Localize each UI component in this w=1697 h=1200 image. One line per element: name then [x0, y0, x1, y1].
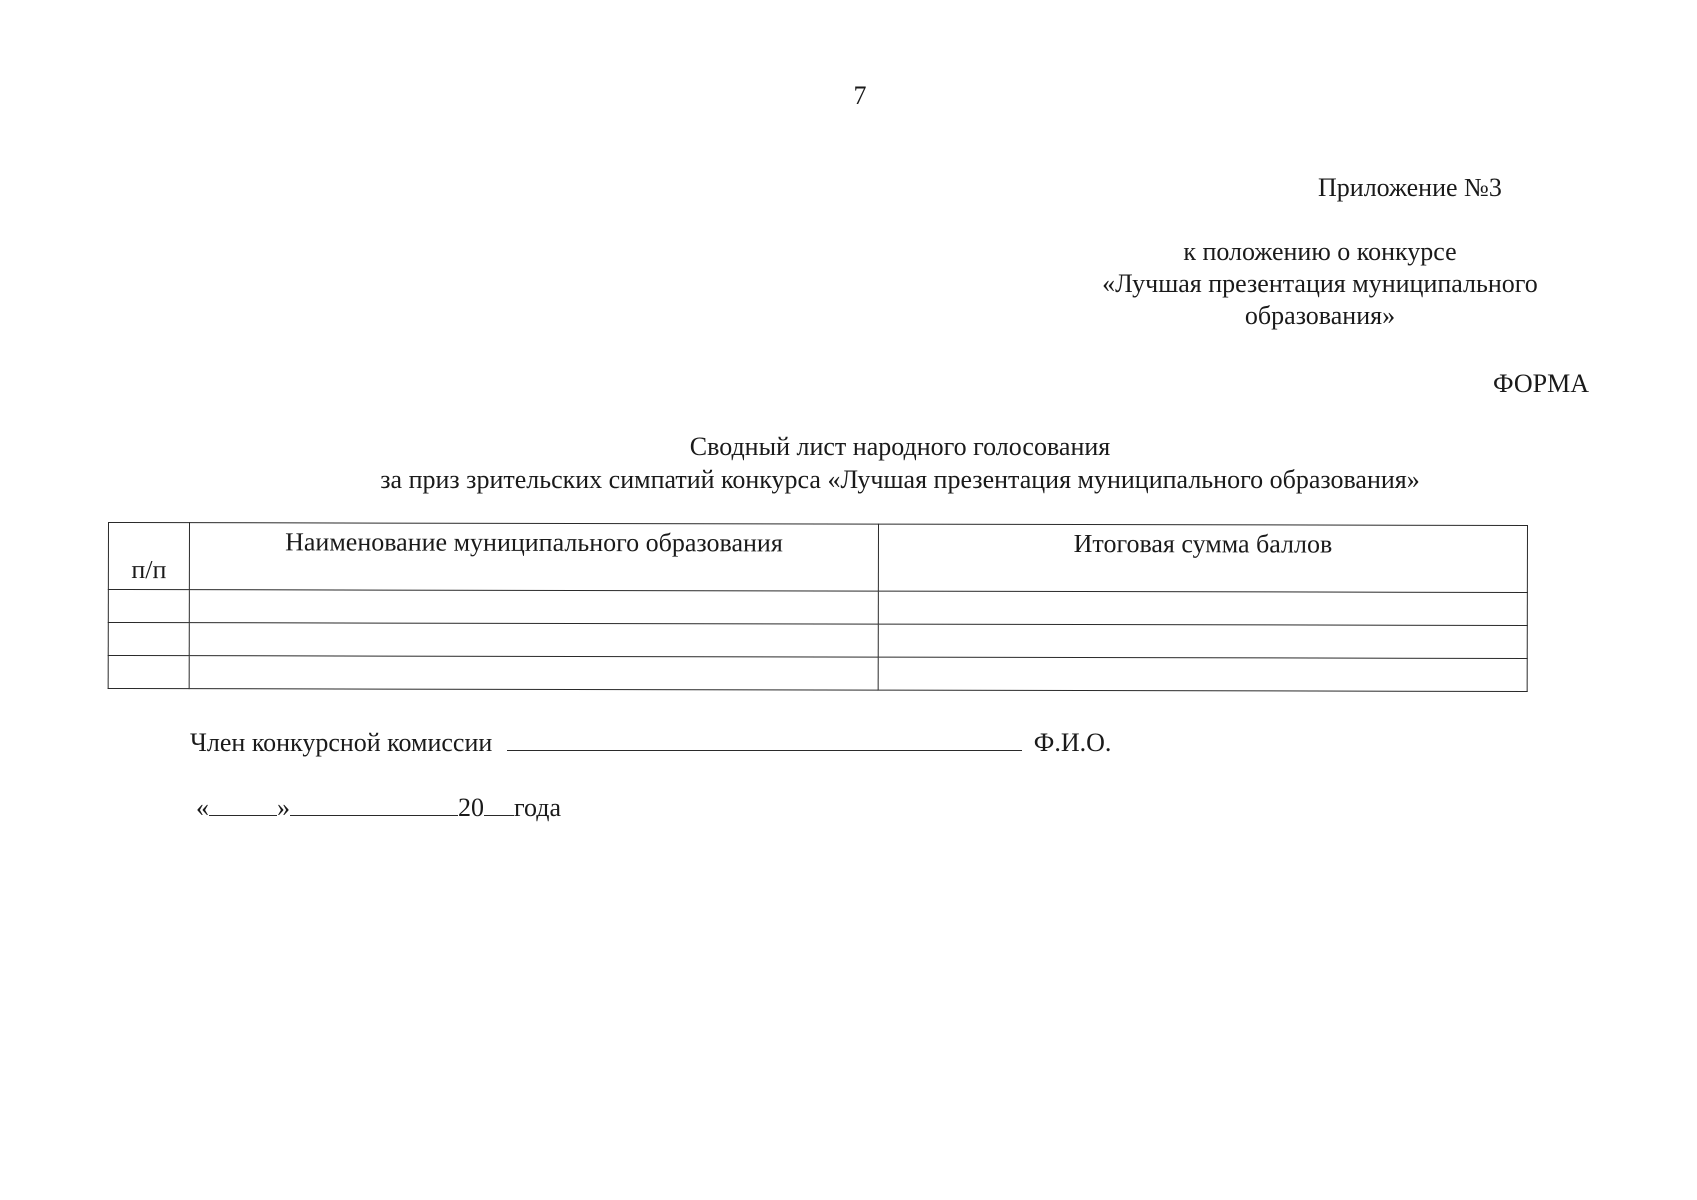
- document-title-line-1: Сводный лист народного голосования: [689, 432, 1111, 461]
- table-row: [108, 656, 1527, 692]
- signature-suffix: Ф.И.О.: [1033, 728, 1112, 757]
- date-suffix: года: [514, 793, 562, 822]
- commission-member-signature: [190, 727, 1111, 759]
- header-number: [108, 523, 189, 590]
- signature-label: Член конкурсной комиссии: [190, 728, 493, 757]
- appendix-ref-line-3: образования»: [1244, 301, 1396, 330]
- table-cell-score: [878, 624, 1527, 658]
- date-year-blank: [484, 793, 514, 816]
- date-day-blank: [209, 793, 277, 816]
- appendix-reference: [1060, 236, 1580, 332]
- header-number-label: п/п: [131, 555, 167, 585]
- header-municipality-name-label: Наименование муниципального образования: [285, 527, 783, 558]
- table-cell-score: [878, 591, 1527, 625]
- table-cell-name: [189, 656, 878, 690]
- date-close-quote: »: [277, 793, 290, 822]
- date-month-blank: [290, 793, 458, 816]
- header-municipality-name: [189, 523, 878, 591]
- date-century: 20: [458, 793, 484, 822]
- date-line: [196, 792, 561, 824]
- table-cell-name: [189, 623, 878, 657]
- signature-blank-line: [507, 728, 1022, 751]
- page-number: 7: [853, 81, 867, 110]
- table-cell-number: [108, 623, 189, 656]
- voting-summary-table: [108, 522, 1528, 692]
- document-title: [100, 430, 1697, 496]
- appendix-ref-line-1: к положению о конкурсе: [1183, 237, 1457, 266]
- table-row: [108, 623, 1527, 659]
- appendix-ref-line-2: «Лучшая презентация муниципального: [1102, 269, 1538, 298]
- table-cell-number: [108, 590, 189, 623]
- table-cell-number: [108, 656, 189, 689]
- form-label: ФОРМА: [1493, 369, 1589, 398]
- header-total-score: [878, 524, 1527, 592]
- table-row: [108, 590, 1527, 626]
- appendix-title: Приложение №3: [1318, 173, 1502, 202]
- document-title-line-2: за приз зрительских симпатий конкурса «Лучшая презентация муниципального образования»: [380, 465, 1420, 494]
- table-cell-score: [878, 657, 1527, 691]
- table-header-row: [108, 523, 1527, 593]
- header-total-score-label: Итоговая сумма баллов: [1073, 529, 1333, 559]
- date-open-quote: «: [196, 793, 209, 822]
- table-cell-name: [189, 590, 878, 624]
